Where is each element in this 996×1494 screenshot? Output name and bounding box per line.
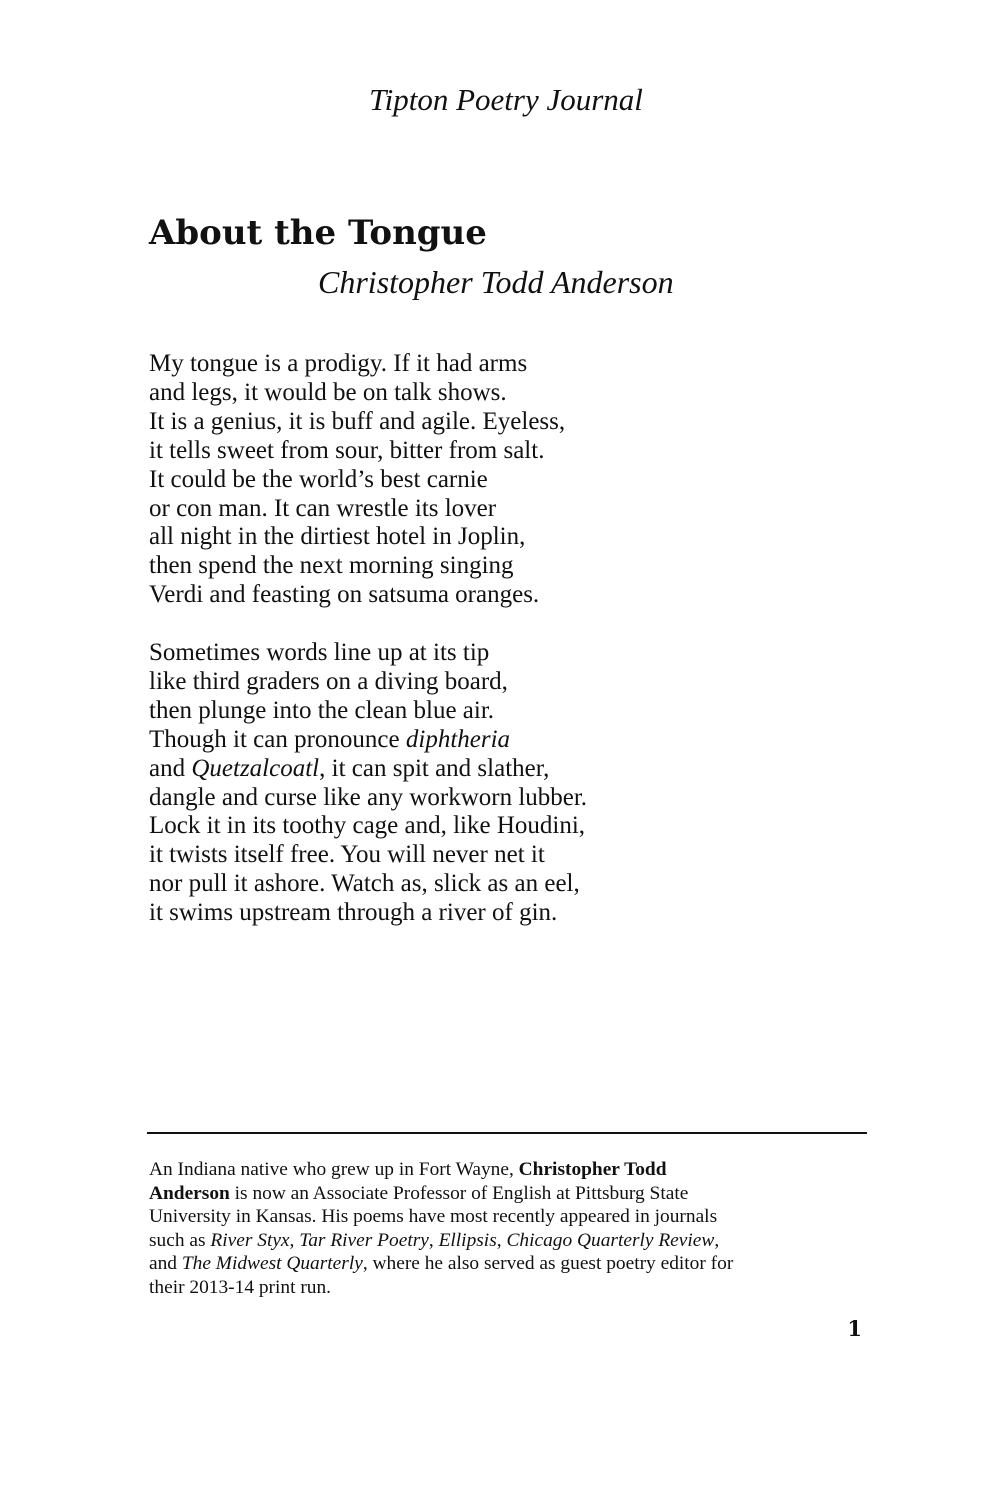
poem-line-text: , it can spit and slather, <box>319 754 550 782</box>
footnote-divider <box>147 1132 867 1134</box>
page-number: 1 <box>847 1316 862 1341</box>
bio-text: such as <box>149 1229 211 1251</box>
journal-title: Tipton Poetry Journal <box>369 82 643 117</box>
poem-line: it tells sweet from sour, bitter from salt. <box>149 436 545 464</box>
poem-line <box>149 755 587 784</box>
poem-stanza-2 <box>149 639 587 928</box>
poem-line: It could be the world’s best carnie <box>149 465 488 493</box>
poem-line: all night in the dirtiest hotel in Joplin, <box>149 523 526 551</box>
bio-text: is now an Associate Professor of English at Pittsburg State <box>229 1182 689 1204</box>
bio-line: their 2013-14 print run. <box>149 1276 332 1298</box>
bio-text: , <box>496 1229 507 1251</box>
bio-line <box>149 1182 859 1206</box>
bio-text: and <box>149 1253 182 1274</box>
poem-author: Christopher Todd Anderson <box>318 264 674 300</box>
bio-author-name: Anderson <box>149 1182 230 1204</box>
poem-line: nor pull it ashore. Watch as, slick as an eel, <box>149 870 580 898</box>
bio-line <box>149 1158 859 1182</box>
bio-line: University in Kansas. His poems have most recently appeared in journals <box>149 1206 718 1227</box>
poem-line: or con man. It can wrestle its lover <box>149 494 497 522</box>
poem-line-text: Though it can pronounce <box>149 725 406 753</box>
poem-line: It is a genius, it is buff and agile. Eyeless, <box>149 407 566 435</box>
poem-line: it twists itself free. You will never net it <box>149 841 545 869</box>
bio-text: , <box>428 1229 439 1251</box>
bio-line <box>149 1252 859 1276</box>
author-bio <box>149 1158 859 1299</box>
poem-line: Lock it in its toothy cage and, like Houdini, <box>149 812 586 840</box>
bio-journal-name: Chicago Quarterly Review <box>506 1229 715 1251</box>
poem-line: like third graders on a diving board, <box>149 667 508 695</box>
poem-line: it swims upstream through a river of gin. <box>149 899 558 927</box>
poem-line: dangle and curse like any workworn lubber. <box>149 783 588 811</box>
poem-line: and legs, it would be on talk shows. <box>149 378 507 406</box>
bio-text: , <box>714 1229 720 1251</box>
poem-line: My tongue is a prodigy. If it had arms <box>149 350 528 377</box>
poem-line: Verdi and feasting on satsuma oranges. <box>149 581 540 609</box>
bio-journal-name: River Styx, Tar River Poetry <box>210 1229 429 1251</box>
poem-title: About the Tongue <box>149 213 487 253</box>
bio-journal-name: Ellipsis <box>438 1229 497 1251</box>
bio-text: , where he also served as guest poetry editor for <box>362 1253 734 1274</box>
bio-author-name: Christopher Todd <box>518 1159 667 1180</box>
poem-line: Sometimes words line up at its tip <box>149 639 490 666</box>
poem-line <box>149 726 587 755</box>
poem-line: then plunge into the clean blue air. <box>149 696 495 724</box>
bio-text: An Indiana native who grew up in Fort Wayne, <box>149 1159 519 1180</box>
poem-line: then spend the next morning singing <box>149 552 514 580</box>
bio-line <box>149 1229 859 1253</box>
poem-italic-word: diphtheria <box>405 725 511 753</box>
poem-line-text: and <box>149 754 192 782</box>
bio-journal-name: The Midwest Quarterly <box>181 1253 363 1274</box>
poem-stanza-1 <box>149 350 565 610</box>
poem-italic-word: Quetzalcoatl <box>191 754 320 782</box>
